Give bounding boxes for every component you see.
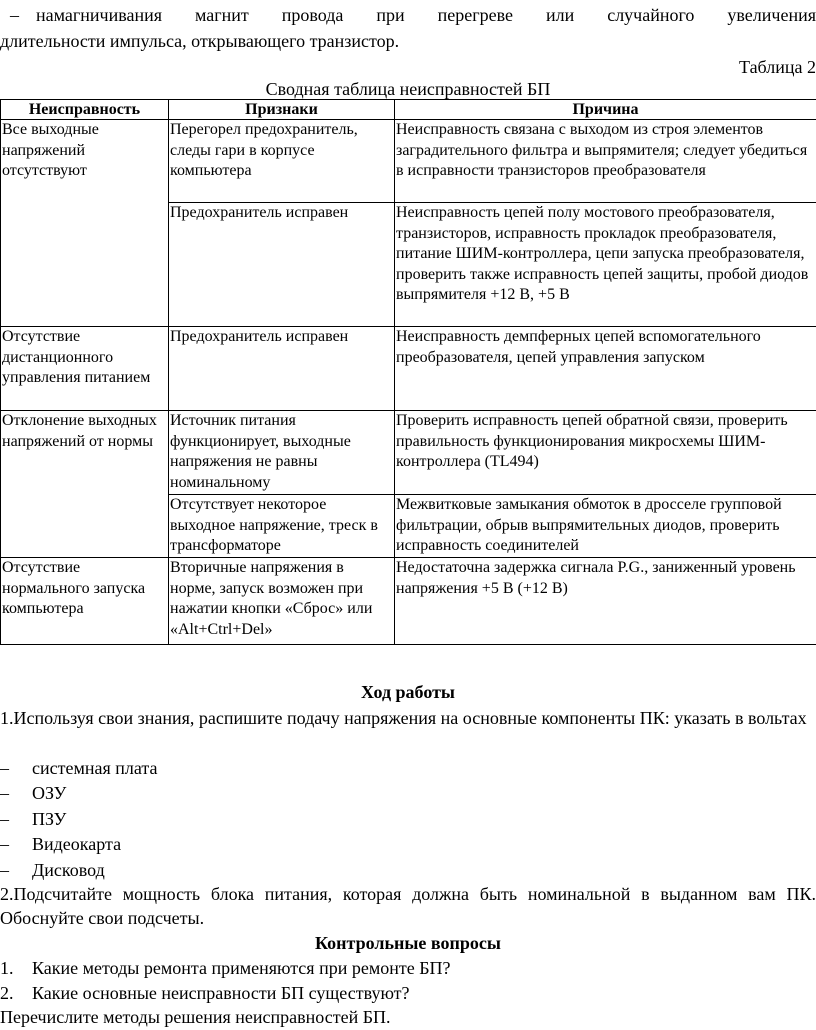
table-header-row [1, 100, 816, 120]
list-item [0, 858, 816, 882]
questions-heading: Контрольные вопросы [315, 933, 501, 953]
question-number: 1. [0, 958, 14, 978]
table-row [1, 411, 816, 495]
intro-line-2: длительности импульса, открывающего транзистор. [0, 31, 400, 51]
list-item [0, 781, 816, 805]
sign-cell: Предохранитель исправен [169, 203, 395, 327]
cause-cell: Неисправность демпферных цепей вспомогательного преобразователя, цепей управления запуском [395, 327, 816, 411]
fault-cell: Отклонение выходных напряжений от нормы [1, 411, 169, 558]
list-item-text: системная плата [32, 758, 158, 778]
list-item [0, 832, 816, 856]
list-item-text: ПЗУ [32, 809, 67, 829]
cause-cell: Недостаточна задержка сигнала P.G., заниженный уровень напряжения +5 В (+12 В) [395, 558, 816, 645]
sign-cell: Отсутствует некоторое выходное напряжение, треск в трансформаторе [169, 495, 395, 558]
table-row [1, 558, 816, 645]
bullet-dash: – [0, 783, 9, 803]
work-heading: Ход работы [361, 682, 455, 702]
header-cause: Причина [395, 100, 816, 120]
sign-cell: Предохранитель исправен [169, 327, 395, 411]
cause-cell: Межвитковые замыкания обмоток в дросселе групповой фильтрации, обрыв выпрямительных диодов, проверить исправность соединителей [395, 495, 816, 558]
closing-question: Перечислите методы решения неисправностей БП. [0, 1007, 391, 1027]
task-2-text: 2.Подсчитайте мощность блока питания, которая должна быть номинальной в выданном вам ПК. Обоснуйте свои подсчеты. [0, 884, 816, 928]
intro-dash: – [10, 5, 19, 25]
bullet-dash: – [0, 758, 9, 778]
question-text: Какие основные неисправности БП существуют? [32, 983, 410, 1003]
task-1-text: 1.Используя свои знания, распишите подачу напряжения на основные компоненты ПК: указать в вольтах [0, 708, 807, 728]
header-signs: Признаки [169, 100, 395, 120]
list-item-text: Видеокарта [32, 834, 122, 854]
intro-paragraph [0, 2, 816, 54]
question-number: 2. [0, 983, 14, 1003]
list-item [0, 807, 816, 831]
cause-cell: Неисправность связана с выходом из строя элементов заградительного фильтра и выпрямителя; следует убедиться в исправности транзисторов преобразователя [395, 120, 816, 203]
question-text: Какие методы ремонта применяются при ремонте БП? [32, 958, 451, 978]
table-number: Таблица 2 [739, 57, 816, 77]
intro-line-1-text: намагничивания магнит провода при перегреве или случайного увеличения [36, 5, 816, 25]
question-item [0, 981, 816, 1005]
list-item-text: Дисковод [32, 860, 105, 880]
bullet-dash: – [0, 834, 9, 854]
bullet-dash: – [0, 809, 9, 829]
bullet-dash: – [0, 860, 9, 880]
sign-cell: Вторичные напряжения в норме, запуск возможен при нажатии кнопки «Сброс» или «Alt+Ctrl+Del» [169, 558, 395, 645]
sign-cell: Источник питания функционирует, выходные напряжения не равны номинальному [169, 411, 395, 495]
list-item-text: ОЗУ [32, 783, 67, 803]
table-row [1, 120, 816, 203]
fault-cell: Все выходные напряжений отсутствуют [1, 120, 169, 327]
fault-cell: Отсутствие дистанционного управления питанием [1, 327, 169, 411]
table-row [1, 327, 816, 411]
list-item [0, 756, 816, 780]
header-fault: Неисправность [1, 100, 169, 120]
sign-cell: Перегорел предохранитель, следы гари в корпусе компьютера [169, 120, 395, 203]
cause-cell: Проверить исправность цепей обратной связи, проверить правильность функционирования микросхемы ШИМ- контроллера (TL494) [395, 411, 816, 495]
table-title: Сводная таблица неисправностей БП [265, 79, 551, 99]
question-item [0, 956, 816, 980]
faults-table [0, 99, 816, 645]
cause-cell: Неисправность цепей полу мостового преобразователя, транзисторов, исправность прокладок преобразователя, питание ШИМ-контроллера, цепи запуска преобразователя, проверить также исправность цепей защиты, пробой диодов выпрямителя +12 В, +5 В [395, 203, 816, 327]
fault-cell: Отсутствие нормального запуска компьютера [1, 558, 169, 645]
intro-line-1 [0, 2, 816, 28]
